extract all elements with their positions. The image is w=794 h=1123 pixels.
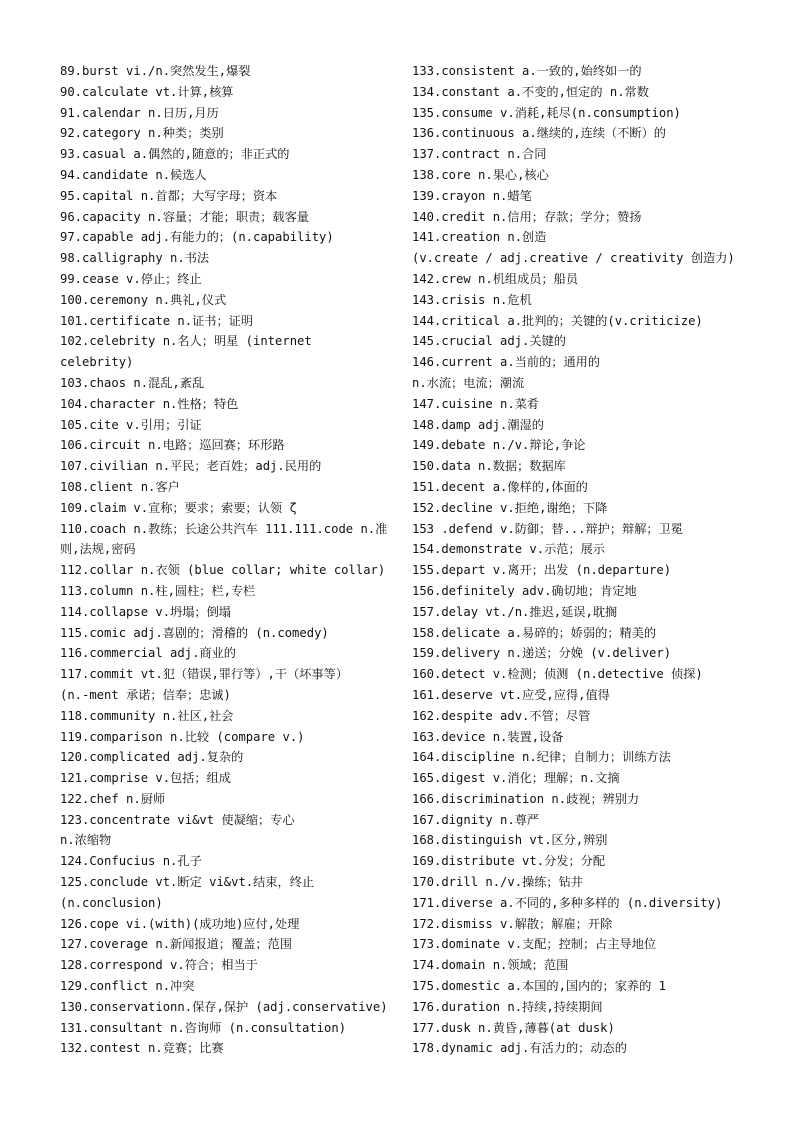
vocab-line: 137.contract n.合同	[412, 147, 547, 162]
vocab-line: 150.data n.数据；数据库	[412, 459, 566, 474]
vocab-line: 115.comic adj.喜剧的；滑稽的 (n.comedy)	[60, 625, 329, 640]
vocab-line: 121.comprise v.包括；组成	[60, 771, 231, 786]
vocab-line: (v.create / adj.creative / creativity 创造力)	[412, 251, 735, 266]
vocab-line: n.浓缩物	[60, 833, 112, 848]
vocab-line: 147.cuisine n.菜肴	[412, 396, 540, 411]
vocab-line: 105.cite v.引用；引证	[60, 417, 202, 432]
vocab-line: 133.consistent a.一致的,始终如一的	[412, 64, 642, 78]
vocab-line: (n.-ment 承诺；信奉；忠诚)	[60, 687, 231, 702]
vocab-line: 139.crayon n.蜡笔	[412, 188, 532, 203]
vocab-line: 154.demonstrate v.示范；展示	[412, 542, 606, 557]
vocab-line: 144.critical a.批判的；关键的(v.criticize)	[412, 313, 703, 328]
vocab-line: 95.capital n.首都；大写字母；资本	[60, 188, 278, 203]
vocab-line: 92.category n.种类；类别	[60, 126, 224, 141]
vocab-line: 134.constant a.不变的,恒定的 n.常数	[412, 84, 649, 99]
vocab-line: 97.capable adj.有能力的；(n.capability)	[60, 230, 334, 245]
vocab-line: 128.correspond v.符合；相当于	[60, 958, 258, 973]
vocab-line: 157.delay vt./n.推迟,延误,耽搁	[412, 604, 618, 619]
vocab-line: 143.crisis n.危机	[412, 292, 532, 307]
vocab-line: n.水流；电流；潮流	[412, 375, 525, 390]
vocab-line: 163.device n.装置,设备	[412, 729, 564, 744]
vocab-line: 89.burst vi./n.突然发生,爆裂	[60, 64, 251, 78]
vocab-line: 131.consultant n.咨询师 (n.consultation)	[60, 1020, 347, 1035]
vocab-line: 91.calendar n.日历,月历	[60, 105, 219, 120]
vocab-line: 162.despite adv.不管；尽管	[412, 708, 591, 723]
vocab-line: 149.debate n./v.辩论,争论	[412, 438, 586, 453]
vocab-line: celebrity)	[60, 355, 134, 370]
vocab-line: 177.dusk n.黄昏,薄暮(at dusk)	[412, 1020, 615, 1035]
vocab-line: 109.claim v.宣称；要求；索要；认领 ζ	[60, 500, 297, 515]
vocab-line: 102.celebrity n.名人；明星 (internet	[60, 334, 312, 349]
vocab-line: 127.coverage n.新闻报道；覆盖；范围	[60, 937, 292, 952]
vocab-line: 165.digest v.消化；理解；n.文摘	[412, 771, 620, 786]
vocab-line: 170.drill n./v.操练；钻井	[412, 875, 583, 890]
vocab-line: 113.column n.柱,圆柱；栏,专栏	[60, 583, 256, 598]
vocab-line: 175.domestic a.本国的,国内的；家养的 1	[412, 979, 666, 994]
vocab-line: 172.dismiss v.解散；解雇；开除	[412, 916, 613, 931]
vocab-line: (n.conclusion)	[60, 895, 163, 910]
vocab-line: 136.continuous a.继续的,连续（不断）的	[412, 126, 666, 141]
vocab-line: 130.conservationn.保存,保护 (adj.conservative)	[60, 999, 388, 1014]
vocab-line: 142.crew n.机组成员；船员	[412, 271, 579, 286]
vocab-line: 106.circuit n.电路；巡回赛；环形路	[60, 438, 285, 453]
vocab-line: 108.client n.客户	[60, 479, 180, 494]
vocab-line: 161.deserve vt.应受,应得,值得	[412, 687, 610, 702]
left-column	[60, 61, 390, 1059]
vocab-line: 140.credit n.信用；存款；学分；赞扬	[412, 209, 642, 224]
vocab-line: 141.creation n.创造	[412, 230, 547, 245]
vocab-line: 93.casual a.偶然的,随意的；非正式的	[60, 147, 290, 162]
right-column	[412, 61, 742, 1059]
vocab-line: 101.certificate n.证书；证明	[60, 313, 254, 328]
vocab-line: 100.ceremony n.典礼,仪式	[60, 292, 227, 307]
vocab-line: 138.core n.果心,核心	[412, 167, 549, 182]
vocab-line: 125.conclude vt.断定 vi&vt.结束，终止	[60, 875, 315, 890]
vocab-line: 159.delivery n.递送；分娩 (v.deliver)	[412, 646, 672, 661]
vocab-line: 173.dominate v.支配；控制；占主导地位	[412, 937, 657, 952]
vocab-line: 94.candidate n.候选人	[60, 167, 207, 182]
vocab-line: 176.duration n.持续,持续期间	[412, 999, 603, 1014]
vocab-line: 145.crucial adj.关键的	[412, 334, 566, 349]
vocab-line: 107.civilian n.平民；老百姓；adj.民用的	[60, 459, 322, 474]
vocab-line: 171.diverse a.不同的,多种多样的 (n.diversity)	[412, 895, 723, 910]
vocab-line: 112.collar n.衣领 (blue collar; white collar)	[60, 563, 386, 578]
vocab-line: 153 .defend v.防御；替...辩护；辩解；卫冕	[412, 521, 683, 536]
vocab-line: 110.coach n.教练；长途公共汽车 111.111.code n.准	[60, 521, 388, 536]
vocab-line: 124.Confucius n.孔子	[60, 854, 202, 869]
vocab-line: 132.contest n.竞赛；比赛	[60, 1041, 224, 1056]
vocab-line: 104.character n.性格；特色	[60, 396, 239, 411]
vocab-line: 166.discrimination n.歧视；辨别力	[412, 791, 640, 806]
vocab-line: 117.commit vt.犯（错误,罪行等）,干（坏事等）	[60, 667, 349, 682]
vocab-line: 152.decline v.拒绝,谢绝；下降	[412, 500, 608, 515]
vocab-line: 90.calculate vt.计算,核算	[60, 84, 234, 99]
vocab-line: 99.cease v.停止；终止	[60, 271, 202, 286]
vocab-line: 98.calligraphy n.书法	[60, 251, 210, 266]
vocab-line: 96.capacity n.容量；才能；职责；载客量	[60, 209, 309, 224]
vocab-line: 168.distinguish vt.区分,辨别	[412, 833, 608, 848]
vocab-line: 155.depart v.离开；出发 (n.departure)	[412, 563, 672, 578]
vocab-line: 174.domain n.领域；范围	[412, 958, 569, 973]
vocab-line: 122.chef n.厨师	[60, 791, 166, 806]
vocab-line: 148.damp adj.潮湿的	[412, 417, 544, 432]
vocab-line: 167.dignity n.尊严	[412, 812, 540, 827]
vocab-line: 151.decent a.像样的,体面的	[412, 479, 588, 494]
vocab-line: 114.collapse v.坍塌；倒塌	[60, 604, 231, 619]
vocab-line: 169.distribute vt.分发；分配	[412, 854, 606, 869]
vocab-line: 116.commercial adj.商业的	[60, 646, 236, 661]
vocab-line: 123.concentrate vi&vt 使凝缩；专心	[60, 812, 295, 827]
vocab-line: 160.detect v.检测；侦测 (n.detective 侦探)	[412, 667, 703, 682]
vocab-line: 158.delicate a.易碎的；娇弱的；精美的	[412, 625, 657, 640]
vocab-line: 146.current a.当前的；通用的	[412, 355, 601, 370]
vocab-line: 135.consume v.消耗,耗尽(n.consumption)	[412, 105, 681, 120]
vocab-line: 103.chaos n.混乱,紊乱	[60, 375, 205, 390]
vocab-line: 164.discipline n.纪律；自制力；训练方法	[412, 750, 671, 765]
vocab-line: 则,法规,密码	[60, 542, 136, 557]
vocab-line: 118.community n.社区,社会	[60, 708, 234, 723]
vocab-line: 178.dynamic adj.有活力的；动态的	[412, 1041, 627, 1056]
vocab-line: 129.conflict n.冲突	[60, 979, 195, 994]
vocab-line: 126.cope vi.(with)(成功地)应付,处理	[60, 916, 300, 931]
vocab-line: 119.comparison n.比较 (compare v.)	[60, 729, 305, 744]
vocab-line: 120.complicated adj.复杂的	[60, 750, 244, 765]
vocab-line: 156.definitely adv.确切地；肯定地	[412, 583, 637, 598]
